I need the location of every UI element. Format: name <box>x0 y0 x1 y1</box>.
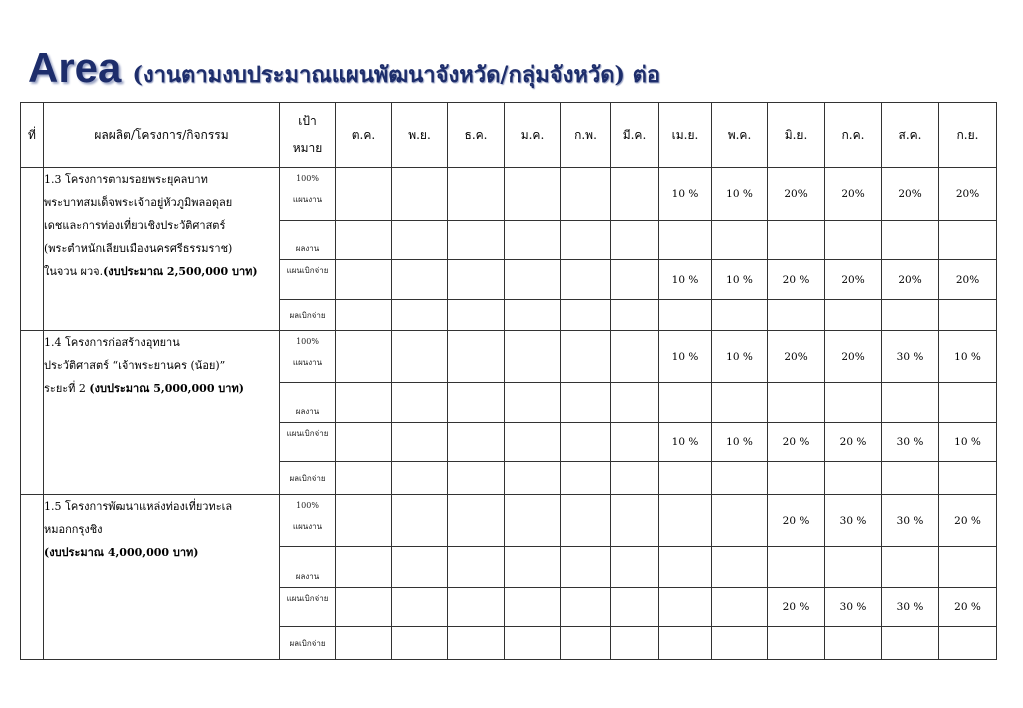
header-month: ธ.ค. <box>448 103 505 168</box>
month-value-cell <box>659 588 712 627</box>
month-value-cell: 20 % <box>768 260 825 300</box>
month-value-cell <box>825 221 882 260</box>
month-value-cell <box>392 462 448 495</box>
month-value-cell: 10 % <box>939 423 997 462</box>
month-value-cell: 20% <box>768 331 825 383</box>
month-value-cell <box>505 588 561 627</box>
month-value-cell <box>659 495 712 547</box>
month-value-cell <box>768 221 825 260</box>
project-name-line: 1.5 โครงการพัฒนาแหล่งท่องเที่ยวทะเล <box>44 500 233 513</box>
month-value-cell <box>392 300 448 331</box>
header-month: ม.ค. <box>505 103 561 168</box>
plan-work-label: แผนงาน <box>292 358 323 367</box>
month-value-cell: 30 % <box>882 423 939 462</box>
month-value-cell <box>336 462 392 495</box>
month-value-cell: 20% <box>939 260 997 300</box>
month-value-cell <box>659 627 712 660</box>
month-value-cell <box>336 168 392 221</box>
plan-work-label: แผนงาน <box>292 195 323 204</box>
project-name-line: 1.3 โครงการตามรอยพระยุคลบาท <box>44 173 208 186</box>
month-value-cell <box>448 383 505 423</box>
month-value-cell: 20% <box>825 168 882 221</box>
project-budget: (งบประมาณ 5,000,000 บาท) <box>89 382 244 395</box>
month-value-cell <box>611 221 659 260</box>
header-month: ก.ค. <box>825 103 882 168</box>
month-value-cell <box>659 462 712 495</box>
month-value-cell <box>505 300 561 331</box>
month-value-cell <box>505 221 561 260</box>
header-product: ผลผลิต/โครงการ/กิจกรรม <box>44 103 280 168</box>
month-value-cell <box>825 462 882 495</box>
target-label-cell <box>280 495 336 547</box>
month-value-cell <box>505 260 561 300</box>
month-value-cell <box>712 495 768 547</box>
month-value-cell <box>825 300 882 331</box>
month-value-cell: 10 % <box>659 168 712 221</box>
month-value-cell <box>448 627 505 660</box>
month-value-cell <box>392 331 448 383</box>
target-percent: 100% <box>296 337 319 346</box>
month-value-cell <box>939 383 997 423</box>
header-index: ที่ <box>21 103 44 168</box>
month-value-cell <box>561 588 611 627</box>
month-value-cell <box>392 588 448 627</box>
month-value-cell <box>939 300 997 331</box>
month-value-cell: 20% <box>882 168 939 221</box>
project-name-tail: ในจวน ผวจ. <box>44 265 104 278</box>
table-header-row <box>21 103 997 168</box>
result-work-label: ผลงาน <box>280 547 336 588</box>
project-budget-line <box>44 377 279 400</box>
month-value-cell <box>768 627 825 660</box>
month-value-cell: 20% <box>882 260 939 300</box>
project-budget: (งบประมาณ 2,500,000 บาท) <box>103 265 258 278</box>
month-value-cell <box>561 423 611 462</box>
month-value-cell <box>448 331 505 383</box>
month-value-cell <box>882 221 939 260</box>
result-work-label: ผลงาน <box>280 221 336 260</box>
month-value-cell <box>392 627 448 660</box>
month-value-cell <box>611 168 659 221</box>
project-plan-table <box>20 102 997 660</box>
plan-work-row <box>21 495 997 547</box>
month-value-cell <box>392 260 448 300</box>
month-value-cell: 30 % <box>825 588 882 627</box>
month-value-cell <box>825 547 882 588</box>
month-value-cell <box>561 383 611 423</box>
month-value-cell <box>561 221 611 260</box>
month-value-cell: 30 % <box>825 495 882 547</box>
month-value-cell <box>939 221 997 260</box>
plan-spend-label: แผนเบิกจ่าย <box>280 260 336 300</box>
month-value-cell <box>561 260 611 300</box>
header-target <box>280 103 336 168</box>
month-value-cell <box>659 221 712 260</box>
header-month: ต.ค. <box>336 103 392 168</box>
month-value-cell <box>611 627 659 660</box>
header-month: ส.ค. <box>882 103 939 168</box>
target-label-cell <box>280 168 336 221</box>
page-title <box>28 44 660 92</box>
month-value-cell <box>392 495 448 547</box>
plan-work-label: แผนงาน <box>292 522 323 531</box>
month-value-cell: 10 % <box>659 331 712 383</box>
header-target-line2: หมาย <box>292 141 323 155</box>
month-value-cell <box>336 331 392 383</box>
header-month: พ.ย. <box>392 103 448 168</box>
month-value-cell: 20 % <box>825 423 882 462</box>
month-value-cell <box>882 383 939 423</box>
month-value-cell <box>336 260 392 300</box>
month-value-cell <box>336 627 392 660</box>
month-value-cell <box>505 627 561 660</box>
month-value-cell <box>505 462 561 495</box>
result-work-label: ผลงาน <box>280 383 336 423</box>
month-value-cell: 10 % <box>712 168 768 221</box>
project-name-line: เดชและการท่องเที่ยวเชิงประวัติศาสตร์ <box>44 219 226 232</box>
month-value-cell <box>712 588 768 627</box>
project-name-line: หมอกกรุงชิง <box>44 523 103 536</box>
month-value-cell <box>392 547 448 588</box>
month-value-cell <box>336 547 392 588</box>
project-name-cell <box>44 495 280 660</box>
month-value-cell: 30 % <box>882 588 939 627</box>
header-month: มี.ค. <box>611 103 659 168</box>
month-value-cell: 10 % <box>712 331 768 383</box>
project-name-line: ประวัติศาสตร์ “เจ้าพระยานคร (น้อย)” <box>44 359 226 372</box>
month-value-cell <box>768 300 825 331</box>
header-target-line1: เป้า <box>298 114 317 128</box>
header-month: ก.ย. <box>939 103 997 168</box>
month-value-cell <box>712 383 768 423</box>
month-value-cell <box>505 423 561 462</box>
month-value-cell <box>336 300 392 331</box>
project-name-line: 1.4 โครงการก่อสร้างอุทยาน <box>44 336 180 349</box>
month-value-cell <box>768 462 825 495</box>
project-budget: (งบประมาณ 4,000,000 บาท) <box>44 546 199 559</box>
month-value-cell: 30 % <box>882 331 939 383</box>
month-value-cell <box>561 627 611 660</box>
month-value-cell <box>392 383 448 423</box>
month-value-cell <box>448 423 505 462</box>
result-spend-label: ผลเบิกจ่าย <box>280 627 336 660</box>
month-value-cell <box>611 331 659 383</box>
month-value-cell <box>939 627 997 660</box>
month-value-cell: 20 % <box>939 588 997 627</box>
month-value-cell <box>939 547 997 588</box>
project-budget-line <box>44 541 279 564</box>
month-value-cell <box>336 221 392 260</box>
month-value-cell: 20% <box>825 260 882 300</box>
result-spend-label: ผลเบิกจ่าย <box>280 300 336 331</box>
target-percent: 100% <box>296 174 319 183</box>
row-index-cell <box>21 331 44 495</box>
month-value-cell: 20 % <box>768 588 825 627</box>
month-value-cell <box>882 627 939 660</box>
month-value-cell: 10 % <box>659 260 712 300</box>
month-value-cell <box>561 300 611 331</box>
row-index-cell <box>21 168 44 331</box>
month-value-cell <box>712 221 768 260</box>
project-budget-line <box>44 260 279 283</box>
project-name-tail: ระยะที่ 2 <box>44 382 90 395</box>
row-index-cell <box>21 495 44 660</box>
month-value-cell <box>448 462 505 495</box>
header-month: พ.ค. <box>712 103 768 168</box>
month-value-cell <box>768 547 825 588</box>
month-value-cell <box>561 331 611 383</box>
month-value-cell <box>882 300 939 331</box>
month-value-cell: 30 % <box>882 495 939 547</box>
month-value-cell <box>882 547 939 588</box>
plan-work-row <box>21 331 997 383</box>
month-value-cell <box>336 495 392 547</box>
month-value-cell <box>659 383 712 423</box>
month-value-cell <box>561 168 611 221</box>
month-value-cell: 20% <box>768 168 825 221</box>
month-value-cell: 20% <box>825 331 882 383</box>
month-value-cell <box>336 383 392 423</box>
month-value-cell <box>712 547 768 588</box>
project-name-cell <box>44 331 280 495</box>
month-value-cell <box>712 300 768 331</box>
month-value-cell <box>448 495 505 547</box>
project-name-cell <box>44 168 280 331</box>
month-value-cell: 20 % <box>768 423 825 462</box>
month-value-cell <box>825 383 882 423</box>
month-value-cell <box>611 547 659 588</box>
month-value-cell <box>448 260 505 300</box>
month-value-cell <box>939 462 997 495</box>
month-value-cell <box>659 300 712 331</box>
month-value-cell <box>448 168 505 221</box>
month-value-cell <box>336 423 392 462</box>
result-spend-label: ผลเบิกจ่าย <box>280 462 336 495</box>
month-value-cell <box>611 588 659 627</box>
month-value-cell: 10 % <box>659 423 712 462</box>
month-value-cell <box>882 462 939 495</box>
month-value-cell <box>611 300 659 331</box>
month-value-cell <box>505 383 561 423</box>
month-value-cell <box>505 331 561 383</box>
month-value-cell <box>611 462 659 495</box>
month-value-cell <box>825 627 882 660</box>
target-percent: 100% <box>296 501 319 510</box>
plan-spend-label: แผนเบิกจ่าย <box>280 423 336 462</box>
project-name-line: พระบาทสมเด็จพระเจ้าอยู่หัวภูมิพลอดุลย <box>44 196 233 209</box>
month-value-cell <box>611 383 659 423</box>
month-value-cell <box>611 260 659 300</box>
month-value-cell: 20% <box>939 168 997 221</box>
header-month: มิ.ย. <box>768 103 825 168</box>
month-value-cell: 10 % <box>712 260 768 300</box>
month-value-cell <box>712 462 768 495</box>
plan-work-row <box>21 168 997 221</box>
month-value-cell <box>611 423 659 462</box>
month-value-cell <box>659 547 712 588</box>
month-value-cell <box>561 495 611 547</box>
title-subtitle: (งานตามงบประมาณแผนพัฒนาจังหวัด/กลุ่มจังหวัด) ต่อ <box>132 62 661 88</box>
plan-spend-label: แผนเบิกจ่าย <box>280 588 336 627</box>
month-value-cell: 20 % <box>768 495 825 547</box>
month-value-cell <box>336 588 392 627</box>
month-value-cell <box>712 627 768 660</box>
header-month: ก.พ. <box>561 103 611 168</box>
month-value-cell <box>561 547 611 588</box>
title-main: Area <box>28 44 122 91</box>
month-value-cell <box>448 221 505 260</box>
month-value-cell <box>448 547 505 588</box>
header-month: เม.ย. <box>659 103 712 168</box>
target-label-cell <box>280 331 336 383</box>
month-value-cell <box>392 423 448 462</box>
month-value-cell <box>392 221 448 260</box>
month-value-cell <box>448 588 505 627</box>
month-value-cell: 10 % <box>712 423 768 462</box>
month-value-cell <box>505 168 561 221</box>
month-value-cell <box>392 168 448 221</box>
month-value-cell <box>448 300 505 331</box>
month-value-cell <box>561 462 611 495</box>
month-value-cell <box>505 495 561 547</box>
month-value-cell <box>611 495 659 547</box>
month-value-cell <box>505 547 561 588</box>
month-value-cell: 10 % <box>939 331 997 383</box>
month-value-cell <box>768 383 825 423</box>
month-value-cell: 20 % <box>939 495 997 547</box>
project-name-line: (พระตำหนักเลียบเมืองนครศรีธรรมราช) <box>44 242 233 255</box>
